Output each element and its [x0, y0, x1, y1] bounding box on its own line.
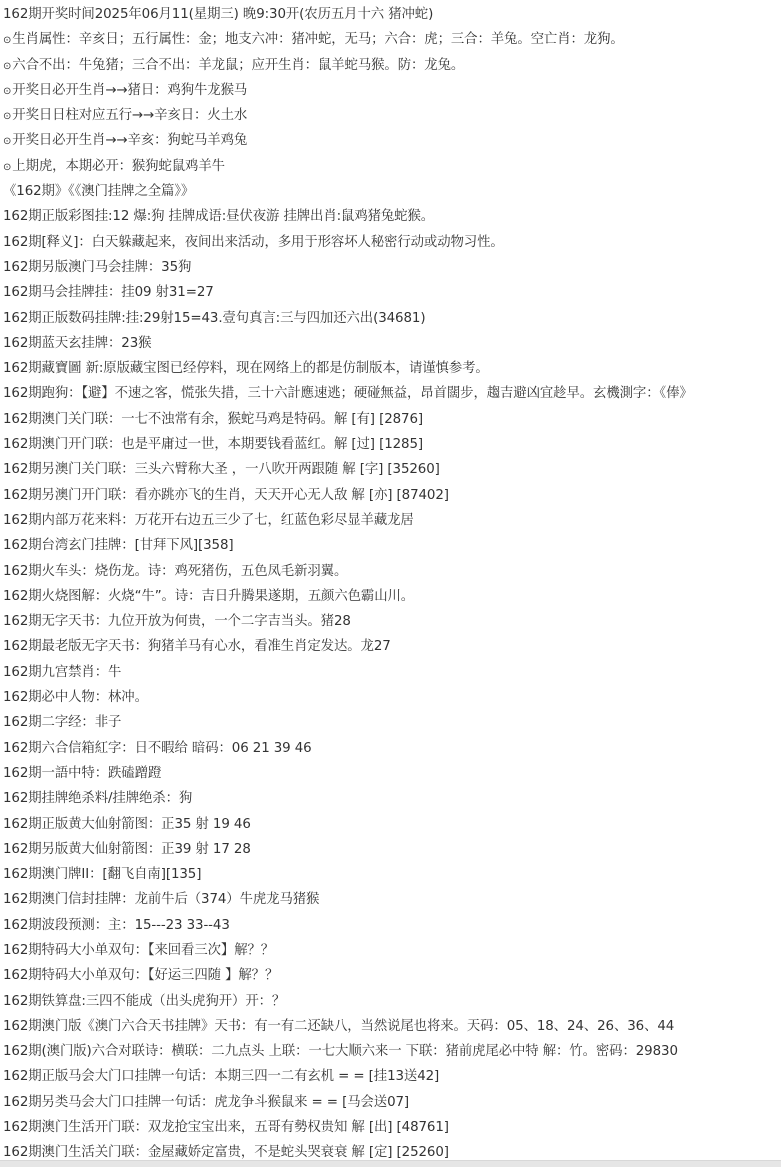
text-line	[3, 887, 781, 912]
text-line	[3, 331, 781, 356]
text-line	[3, 710, 781, 735]
text-line-content: 162期正版马会大门口挂牌一句话：本期三四一二有玄机 = = [挂13送42]	[3, 1069, 440, 1085]
text-line-content: 162期澳门生活开门联：双龙抢宝宝出来，五哥有勢权贵知 解 [出] [48761]	[3, 1120, 449, 1136]
text-line-content: 162期正版数码挂牌:挂:29射15=43.壹句真言:三与四加还六出(34681)	[3, 310, 426, 326]
text-line-content: 162期一語中特：跌磕蹭蹬	[3, 765, 162, 781]
text-line	[3, 407, 781, 432]
bullet-icon: ⊙	[3, 136, 12, 148]
text-line-content: 162期九宫禁肖：牛	[3, 664, 122, 680]
text-line	[3, 457, 781, 482]
text-line	[3, 989, 781, 1014]
text-line-content: 开奖日日柱对应五行→→辛亥日：火土水	[12, 108, 248, 124]
bullet-icon: ⊙	[3, 161, 12, 173]
text-line-content: 162期澳门生活关门联：金屋藏娇定富贵，不是蛇头哭衰衰 解 [定] [25260]	[3, 1145, 449, 1161]
text-line-content: 162期内部万花来料：万花开右边五三少了七，红蓝色彩尽显羊藏龙居	[3, 512, 414, 528]
text-line	[3, 103, 781, 128]
text-line	[3, 963, 781, 988]
text-line	[3, 1064, 781, 1089]
text-line	[3, 483, 781, 508]
bullet-icon: ⊙	[3, 85, 12, 97]
text-line	[3, 685, 781, 710]
text-line-content: 162期正版彩图挂:12 爆:狗 挂牌成语:昼伏夜游 挂牌出肖:鼠鸡猪兔蛇猴。	[3, 209, 435, 225]
text-line	[3, 255, 781, 280]
text-line	[3, 812, 781, 837]
text-line-content: 六合不出：牛兔猪；三合不出：羊龙鼠；应开生肖：鼠羊蛇马猴。防：龙兔。	[12, 57, 465, 73]
text-line	[3, 736, 781, 761]
text-line	[3, 53, 781, 78]
text-line	[3, 1039, 781, 1064]
text-line-content: 162期特码大小单双句：【来回看三次】解？？	[3, 942, 275, 958]
text-line	[3, 381, 781, 406]
horizontal-scrollbar[interactable]	[0, 1160, 781, 1167]
text-line	[3, 128, 781, 153]
text-line-content: 162期澳门信封挂牌：龙前牛后（374）牛虎龙马猪猴	[3, 892, 320, 908]
text-line	[3, 230, 781, 255]
text-line	[3, 533, 781, 558]
text-line-content: 162期开奖时间2025年06月11(星期三) 晚9:30开(农历五月十六 猪冲蛇)	[3, 7, 434, 22]
text-line-content: 162期蓝天玄挂牌：23猴	[3, 335, 152, 351]
text-line-content: 162期澳门牌II：[翻飞自南][135]	[3, 867, 202, 883]
text-line	[3, 508, 781, 533]
text-line	[3, 432, 781, 457]
text-line	[3, 280, 781, 305]
text-line-content: 162期最老版无字天书：狗猪羊马有心水，看准生肖定发达。龙27	[3, 639, 391, 655]
text-line-content: 162期另澳门开门联：看亦跳亦飞的生肖，天天开心无人敌 解 [亦] [87402]	[3, 487, 449, 503]
text-line	[3, 660, 781, 685]
text-line-content: 162期澳门关门联：一七不浊常有余，猴蛇马鸡是特码。解 [有] [2876]	[3, 411, 424, 427]
text-line	[3, 913, 781, 938]
text-line-content: 162期台湾玄门挂牌：[甘拜下风][358]	[3, 538, 234, 554]
text-line-content: 162期另澳门关门联：三头六臂称大圣 ，一八吹开两跟随 解 [字] [35260]	[3, 462, 440, 478]
bullet-icon: ⊙	[3, 60, 12, 72]
text-line	[3, 204, 781, 229]
text-line	[3, 786, 781, 811]
text-line-content: 162期火烧图解：火烧“牛”。诗：吉日升腾果遂期，五颜六色霸山川。	[3, 588, 415, 604]
text-line-content: 162期挂牌绝杀料/挂牌绝杀：狗	[3, 791, 193, 807]
text-line-content: 162期[释义]：白天躲藏起来，夜间出来活动，多用于形容坏人秘密行动或动物习性。	[3, 234, 504, 250]
text-line-content: 162期澳门开门联：也是平庸过一世，本期要钱看蓝红。解 [过] [1285]	[3, 437, 424, 453]
text-line-content: 开奖日必开生肖→→辛亥：狗蛇马羊鸡兔	[12, 133, 248, 149]
text-line-content: 162期藏寶圖 新:原版藏宝图已经停料，现在网络上的都是仿制版本，请谨慎参考。	[3, 361, 489, 377]
text-line	[3, 634, 781, 659]
text-line-content: 162期跑狗：【避】不速之客，慌张失措，三十六計應速逃；硬碰無益，昂首闊步，趨吉避凶宜趁早。玄機測字：《俸》	[3, 386, 693, 402]
text-line	[3, 356, 781, 381]
text-line-content: 162期必中人物：林冲。	[3, 690, 148, 706]
bullet-icon: ⊙	[3, 35, 12, 47]
text-line-content: 162期二字经：非子	[3, 715, 122, 731]
text-line	[3, 2, 781, 27]
text-line	[3, 1090, 781, 1115]
text-line-content: 162期特码大小单双句：【好运三四随 】解？？	[3, 968, 279, 984]
text-line	[3, 584, 781, 609]
text-line	[3, 862, 781, 887]
text-line	[3, 78, 781, 103]
text-line	[3, 1014, 781, 1039]
text-line-content: 开奖日必开生肖→→猪日：鸡狗牛龙猴马	[12, 82, 248, 98]
text-line-content: 162期(澳门版)六合对联诗：横联：二九点头 上联：一七大顺六来一 下联：猪前虎尾必中特 解：竹。密码：29830	[3, 1044, 678, 1060]
text-line	[3, 609, 781, 634]
text-line	[3, 559, 781, 584]
text-line-content: 162期另类马会大门口挂牌一句话：虎龙争斗猴鼠来 = = [马会送07]	[3, 1094, 410, 1110]
text-line-content: 《162期》《《澳门挂牌之全篇》》	[3, 184, 195, 200]
text-line-content: 162期波段预测：主：15---23 33--43	[3, 917, 230, 933]
text-line-content: 162期马会挂牌挂：挂09 射31=27	[3, 285, 214, 301]
text-line	[3, 761, 781, 786]
text-line-content: 162期火车头：烧伤龙。诗：鸡死猪伤，五色凤毛新羽翼。	[3, 563, 348, 579]
text-line	[3, 1115, 781, 1140]
text-line	[3, 179, 781, 204]
text-line-content: 生肖属性：辛亥日；五行属性：金；地支六冲：猪冲蛇，无马；六合：虎；三合：羊兔。空亡肖：龙狗。	[12, 32, 624, 48]
text-line	[3, 837, 781, 862]
text-line	[3, 306, 781, 331]
text-line-content: 162期六合信箱紅字：日不暇给 暗码：06 21 39 46	[3, 740, 312, 756]
text-line	[3, 154, 781, 179]
text-line-content: 上期虎，本期必开：猴狗蛇鼠鸡羊牛	[12, 158, 225, 174]
text-line	[3, 27, 781, 52]
text-line-content: 162期另版澳门马会挂牌：35狗	[3, 259, 192, 275]
text-line	[3, 938, 781, 963]
text-line-content: 162期澳门版《澳门六合天书挂牌》天书：有一有二还缺八，当然说尾也将来。天码：05、18、24、26、36、44	[3, 1018, 675, 1034]
bullet-icon: ⊙	[3, 111, 12, 123]
text-line-content: 162期另版黄大仙射箭图：正39 射 17 28	[3, 841, 251, 857]
text-line-content: 162期无字天书：九位开放为何贵，一个二字吉当头。猪28	[3, 614, 351, 630]
text-line-content: 162期正版黄大仙射箭图：正35 射 19 46	[3, 816, 251, 832]
text-line-content: 162期铁算盘:三四不能成（出头虎狗开）开：？	[3, 993, 286, 1009]
